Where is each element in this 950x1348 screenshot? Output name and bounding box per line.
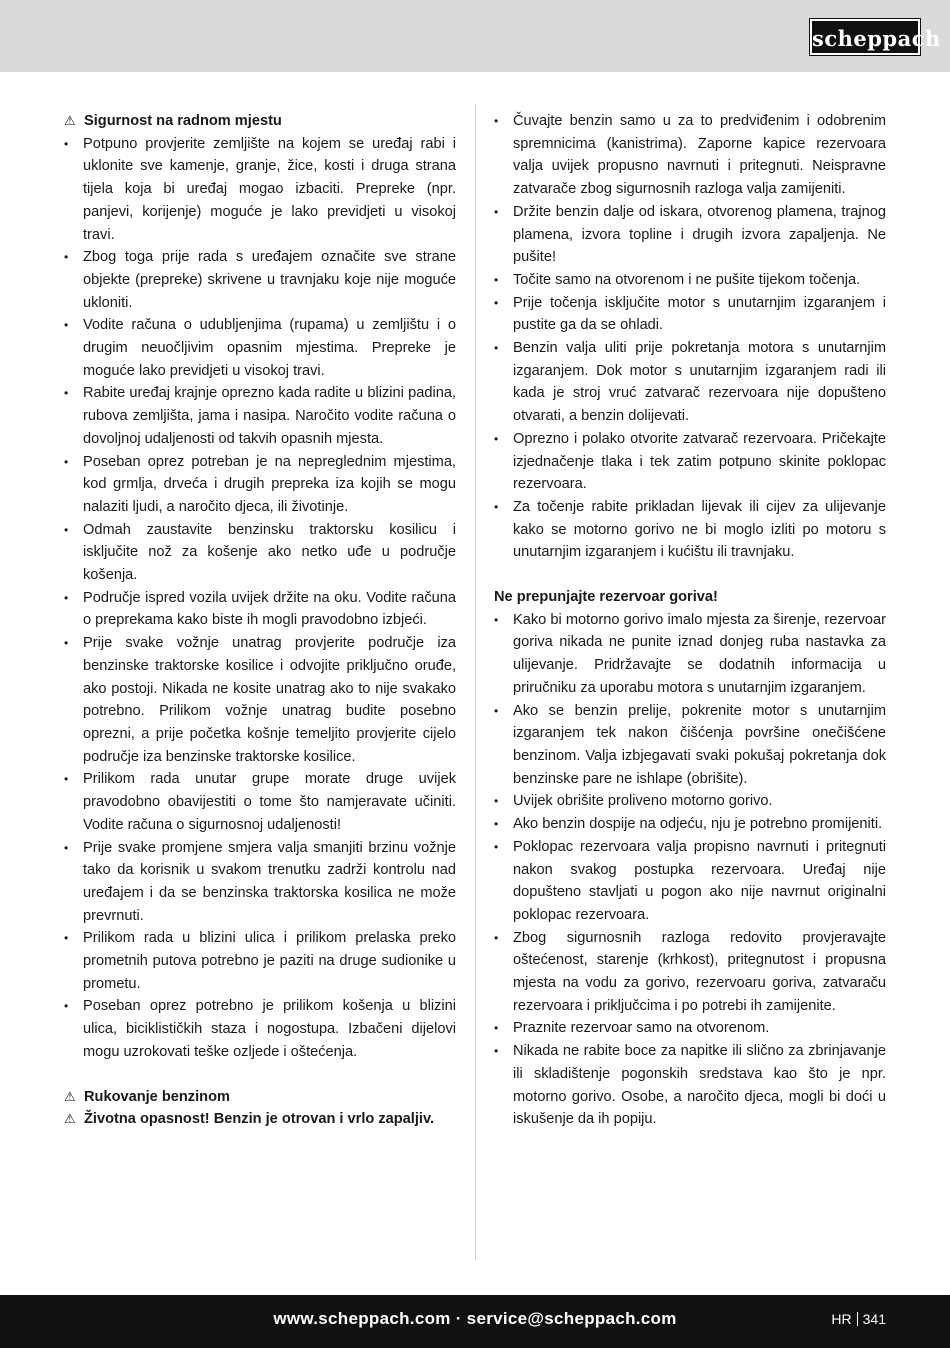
list-item: • Prilikom rada u blizini ulica i prilikom prelaska preko prometnih putova potrebno je paziti na druge sudionike u prometu. (64, 927, 456, 995)
list-item: • Prije točenja isključite motor s unutarnjim izgaranjem i pustite ga da se ohladi. (494, 292, 886, 337)
footer-contact-links[interactable]: www.scheppach.com · service@scheppach.com (273, 1309, 677, 1328)
list-item: • Za točenje rabite prikladan lijevak ili cijev za ulijevanje kako se motorno gorivo ne bi moglo izliti po motoru s unutarnjim izgaranjem i kućištu ili travnjaku. (494, 496, 886, 564)
list-item: • Poklopac rezervoara valja propisno navrnuti i pritegnuti nakon svakog postupka rezervoara. Uređaj nije dopušteno stavljati u pogon ako nije navrnut originalni poklopac rezervoara. (494, 836, 886, 927)
page-header (0, 0, 950, 72)
list-item: • Odmah zaustavite benzinsku traktorsku kosilicu i isključite nož za košenje ako netko uđe u područje košenja. (64, 519, 456, 587)
list-item: • Poseban oprez potrebno je prilikom košenja u blizini ulica, biciklističkih staza i nogostupa. Izbačeni dijelovi mogu uzrokovati teške ozljede i oštećenja. (64, 995, 456, 1063)
list-item: • Zbog toga prije rada s uređajem označite sve strane objekte (prepreke) skrivene u travnjaku koje nije moguće ukloniti. (64, 246, 456, 314)
list-item: • Oprezno i polako otvorite zatvarač rezervoara. Pričekajte izjednačenje tlaka i tek zatim potpuno skinite poklopac rezervoara. (494, 428, 886, 496)
left-column (64, 110, 456, 1131)
warning-triangle-icon: ⚠ (64, 113, 76, 128)
warning-triangle-icon: ⚠ (64, 1088, 76, 1104)
list-item: • Ako se benzin prelije, pokrenite motor s unutarnjim izgaranjem tek nakon čišćenja površine onečišćene benzinom. Valja izbjegavati svaki pokušaj pokretanja dok benzinske pare ne ishlape (obrišite). (494, 700, 886, 791)
fuel-handling-list (494, 110, 886, 564)
list-item: • Nikada ne rabite boce za napitke ili slično za zbrinjavanje ili skladištenje pogonskih sredstava kao što je npr. motorno gorivo. Osobe, a naročito djeca, mogli bi doći u iskušenje da ih popiju. (494, 1040, 886, 1131)
list-item: • Čuvajte benzin samo u za to predviđenim i odobrenim spremnicima (kanistrima). Zaporne kapice rezervoara valja uvijek propusno navrnuti i pritegnuti. Neispravne zatvarače zbog sigurnosnih razloga valja zamijeniti. (494, 110, 886, 201)
list-item: • Prije svake vožnje unatrag provjerite područje iza benzinske traktorske kosilice i odvojite priključno oruđe, ako postoji. Nikada ne kosite unatrag ako to nije svakako potrebno. Prilikom vožnje unatrag budite posebno oprezni, a prije početka košnje temeljito provjerite cijelo područje iza benzinske traktorske kosilice. (64, 632, 456, 768)
list-item: • Poseban oprez potreban je na nepreglednim mjestima, kod grmlja, drveća i drugih prepreka iza kojih se mogu nalaziti ljudi, a naročito djeca, ili životinje. (64, 451, 456, 519)
list-item: • Ako benzin dospije na odjeću, nju je potrebno promijeniti. (494, 813, 886, 836)
list-item: • Kako bi motorno gorivo imalo mjesta za širenje, rezervoar goriva nikada ne punite iznad donjeg ruba nastavka za ulijevanje. Pridržavajte se dodatnih informacija u priručniku za uporabu motora s unutarnjim izgaranjem. (494, 609, 886, 700)
warning-triangle-icon: ⚠ (64, 1111, 76, 1127)
list-item: • Rabite uređaj krajnje oprezno kada radite u blizini padina, rubova zemljišta, jama i nasipa. Naročito vodite računa o dovoljnoj udaljenosti od takvih opasnih mjesta. (64, 382, 456, 450)
list-item: • Benzin valja uliti prije pokretanja motora s unutarnjim izgaranjem. Dok motor s unutarnjim izgaranjem radi ili kada je stroj vruć zatvarač rezervoara nije dopušteno otvarati, a benzin dolijevati. (494, 337, 886, 428)
list-item: • Točite samo na otvorenom i ne pušite tijekom točenja. (494, 269, 886, 292)
section-heading-no-overfill: Ne prepunjajte rezervoar goriva! (494, 589, 718, 606)
separator (857, 1312, 858, 1326)
list-item: • Prije svake promjene smjera valja smanjiti brzinu vožnje tako da korisnik u svakom trenutku zadrži kontrolu nad uređajem i da se benzinska traktorska kosilica ne može prevrnuti. (64, 837, 456, 928)
list-item: • Zbog sigurnosnih razloga redovito provjeravajte oštećenost, starenje (krhkost), pritegnutost i propusna mjesta na vodu za gorivo, rezervoaru goriva, zatvaraču rezervoara i priključcima i po potrebi ih zamijenite. (494, 927, 886, 1018)
list-item: • Praznite rezervoar samo na otvorenom. (494, 1017, 886, 1040)
page-indicator (831, 1311, 886, 1327)
column-divider (475, 104, 476, 1260)
section-heading-workplace-safety: ⚠ Sigurnost na radnom mjestu (64, 110, 456, 133)
overfill-list (494, 609, 886, 1131)
list-item: • Držite benzin dalje od iskara, otvorenog plamena, trajnog plamena, izvora topline i drugih izvora zapaljenja. Ne pušite! (494, 201, 886, 269)
right-column (494, 110, 886, 1131)
list-item: • Potpuno provjerite zemljište na kojem se uređaj rabi i uklonite sve kamenje, granje, žice, kosti i druga strana tijela koja bi uređaj mogao izbaciti. Prepreke (npr. panjevi, korijenje) moguće je lako previdjeti u visokoj travi. (64, 133, 456, 247)
section-heading-danger: ⚠ Životna opasnost! Benzin je otrovan i vrlo zapaljiv. (64, 1108, 456, 1131)
workplace-safety-list (64, 133, 456, 1064)
language-code: HR (831, 1311, 852, 1327)
list-item: • Područje ispred vozila uvijek držite na oku. Vodite računa o preprekama kako biste ih mogli pravodobno izbjeći. (64, 587, 456, 632)
section-heading-fuel-handling: ⚠ Rukovanje benzinom (64, 1086, 456, 1109)
list-item: • Prilikom rada unutar grupe morate druge uvijek pravodobno obavijestiti o tome što namjeravate učiniti. Vodite računa o sigurnosnoj udaljenosti! (64, 768, 456, 836)
list-item: • Uvijek obrišite proliveno motorno gorivo. (494, 790, 886, 813)
page-footer (0, 1295, 950, 1348)
brand-logo: scheppach (810, 19, 920, 55)
list-item: • Vodite računa o udubljenjima (rupama) u zemljištu i o drugim neuočljivim opasnim mjestima. Prepreke je moguće lako previdjeti u visokoj travi. (64, 314, 456, 382)
page-number: 341 (862, 1311, 886, 1327)
